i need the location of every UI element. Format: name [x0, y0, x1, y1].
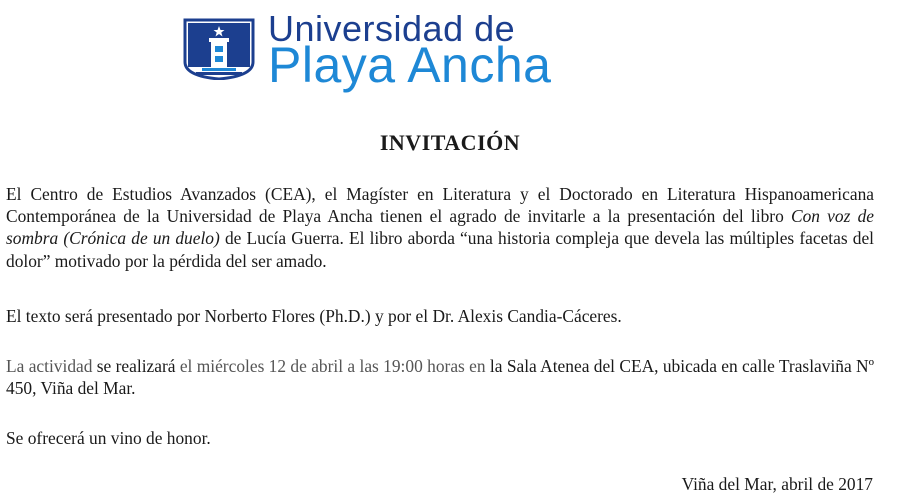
page-title: INVITACIÓN	[379, 130, 521, 155]
invitation-paragraph	[6, 183, 874, 272]
event-text-2: se realizará	[92, 356, 180, 376]
invitation-text-part2: de Lucía Guerra. El libro aborda “una historia compleja que devela las múltiples facetas del dolor” motivado por la pérdida del ser amado.	[6, 228, 874, 271]
lighthouse-shield-icon	[182, 16, 256, 80]
university-logo	[182, 8, 702, 93]
event-location: la Sala Atenea del CEA, ubicada en calle Traslaviña Nº 450, Viña del Mar.	[6, 356, 874, 399]
reception-note: Se ofrecerá un vino de honor.	[6, 428, 211, 448]
event-text-1: La actividad	[6, 356, 93, 376]
invitation-text-part1: El Centro de Estudios Avanzados (CEA), el Magíster en Literatura y el Doctorado en Literatura Hispanoamericana Contemporánea de la Universidad de Playa Ancha tienen el agrado de invitarle a la presentación del libro	[6, 184, 874, 227]
logo-text-line2: Playa Ancha	[268, 37, 552, 93]
event-datetime: el miércoles 12 de abril a las 19:00 horas en	[179, 356, 486, 376]
book-title: Con voz de sombra (Crónica de un duelo)	[6, 206, 874, 249]
logo-text-line1: Universidad de	[268, 8, 516, 49]
event-details-paragraph	[6, 355, 874, 399]
presenters-paragraph: El texto será presentado por Norberto Flores (Ph.D.) y por el Dr. Alexis Candia-Cáceres.	[6, 306, 622, 326]
signature-line: Viña del Mar, abril de 2017	[681, 474, 873, 494]
